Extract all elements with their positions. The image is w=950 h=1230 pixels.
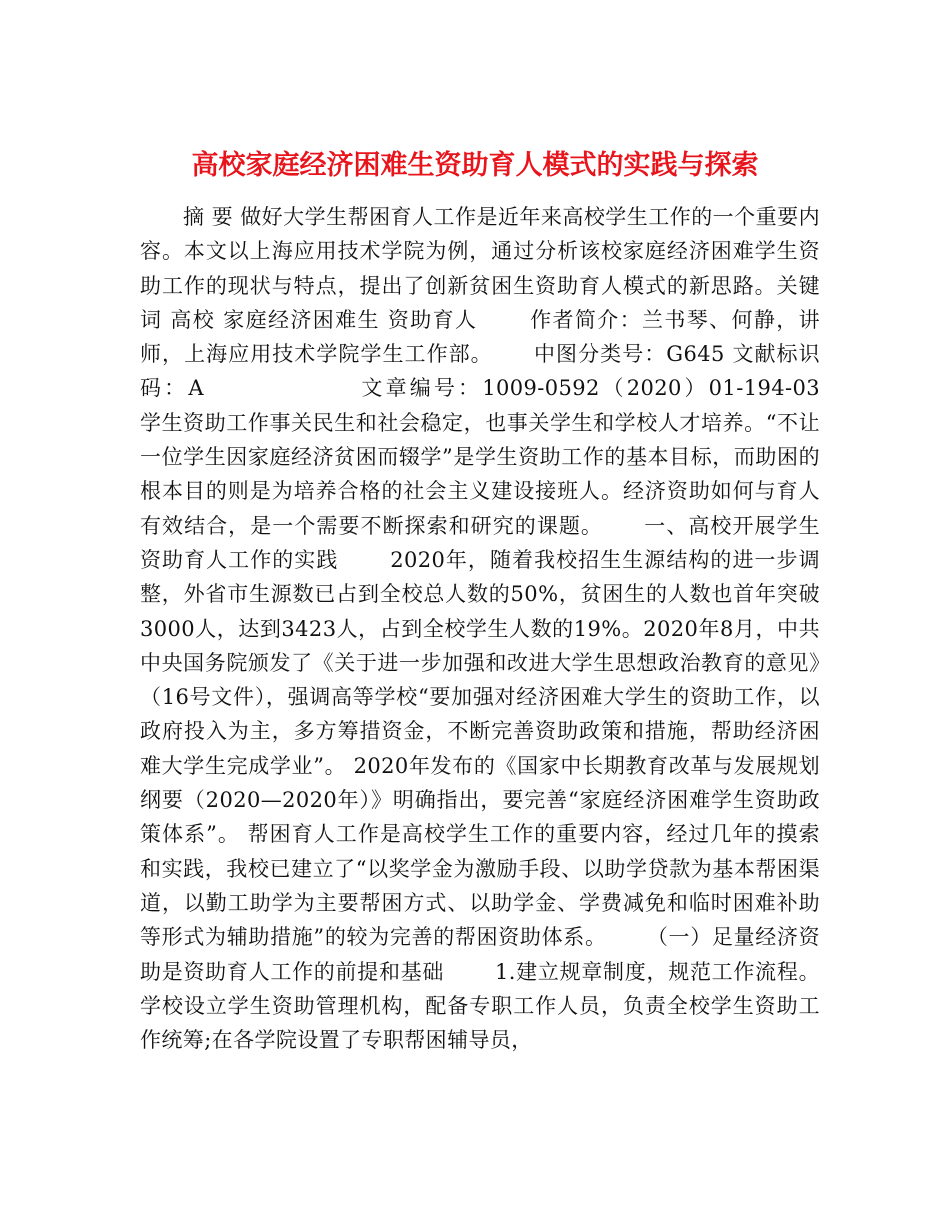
document-body: 摘 要 做好大学生帮困育人工作是近年来高校学生工作的一个重要内容。本文以上海应用技术学院为例，通过分析该校家庭经济困难学生资助工作的现状与特点，提出了创新贫困生资助育人模式的新思路。关键词 高校 家庭经济困难生 资助育人 作者简介：兰书琴、何静，讲师，上海应用技术学院学生工作部。 中图分类号：G645 文献标识码：A 文章编号：1009-0592（2020）01-194-03 学生资助工作事关民生和社会稳定，也事关学生和学校人才培养。“不让一位学生因家庭经济贫困而辍学”是学生资助工作的基本目标，而助困的根本目的则是为培养合格的社会主义建设接班人。经济资助如何与育人有效结合，是一个需要不断探索和研究的课题。 一、高校开展学生资助育人工作的实践 2020年，随着我校招生生源结构的进一步调整，外省市生源数已占到全校总人数的50%，贫困生的人数也首年突破3000人，达到3423人，占到全校学生人数的19%。2020年8月，中共中央国务院颁发了《关于进一步加强和改进大学生思想政治教育的意见》（16号文件），强调高等学校“要加强对经济困难大学生的资助工作，以政府投入为主，多方筹措资金，不断完善资助政策和措施，帮助经济困难大学生完成学业”。 2020年发布的《国家中长期教育改革与发展规划纲要（2020—2020年）》明确指出，要完善“家庭经济困难学生资助政策体系”。 帮困育人工作是高校学生工作的重要内容，经过几年的摸索和实践，我校已建立了“以奖学金为激励手段、以助学贷款为基本帮困渠道，以勤工助学为主要帮困方式、以助学金、学费减免和临时困难补助等形式为辅助措施”的较为完善的帮困资助体系。 （一）足量经济资助是资助育人工作的前提和基础 1.建立规章制度，规范工作流程。学校设立学生资助管理机构，配备专职工作人员，负责全校学生资助工作统筹;在各学院设置了专职帮困辅导员， (140, 205, 870, 1053)
document-title: 高校家庭经济困难生资助育人模式的实践与探索 (191, 150, 759, 182)
